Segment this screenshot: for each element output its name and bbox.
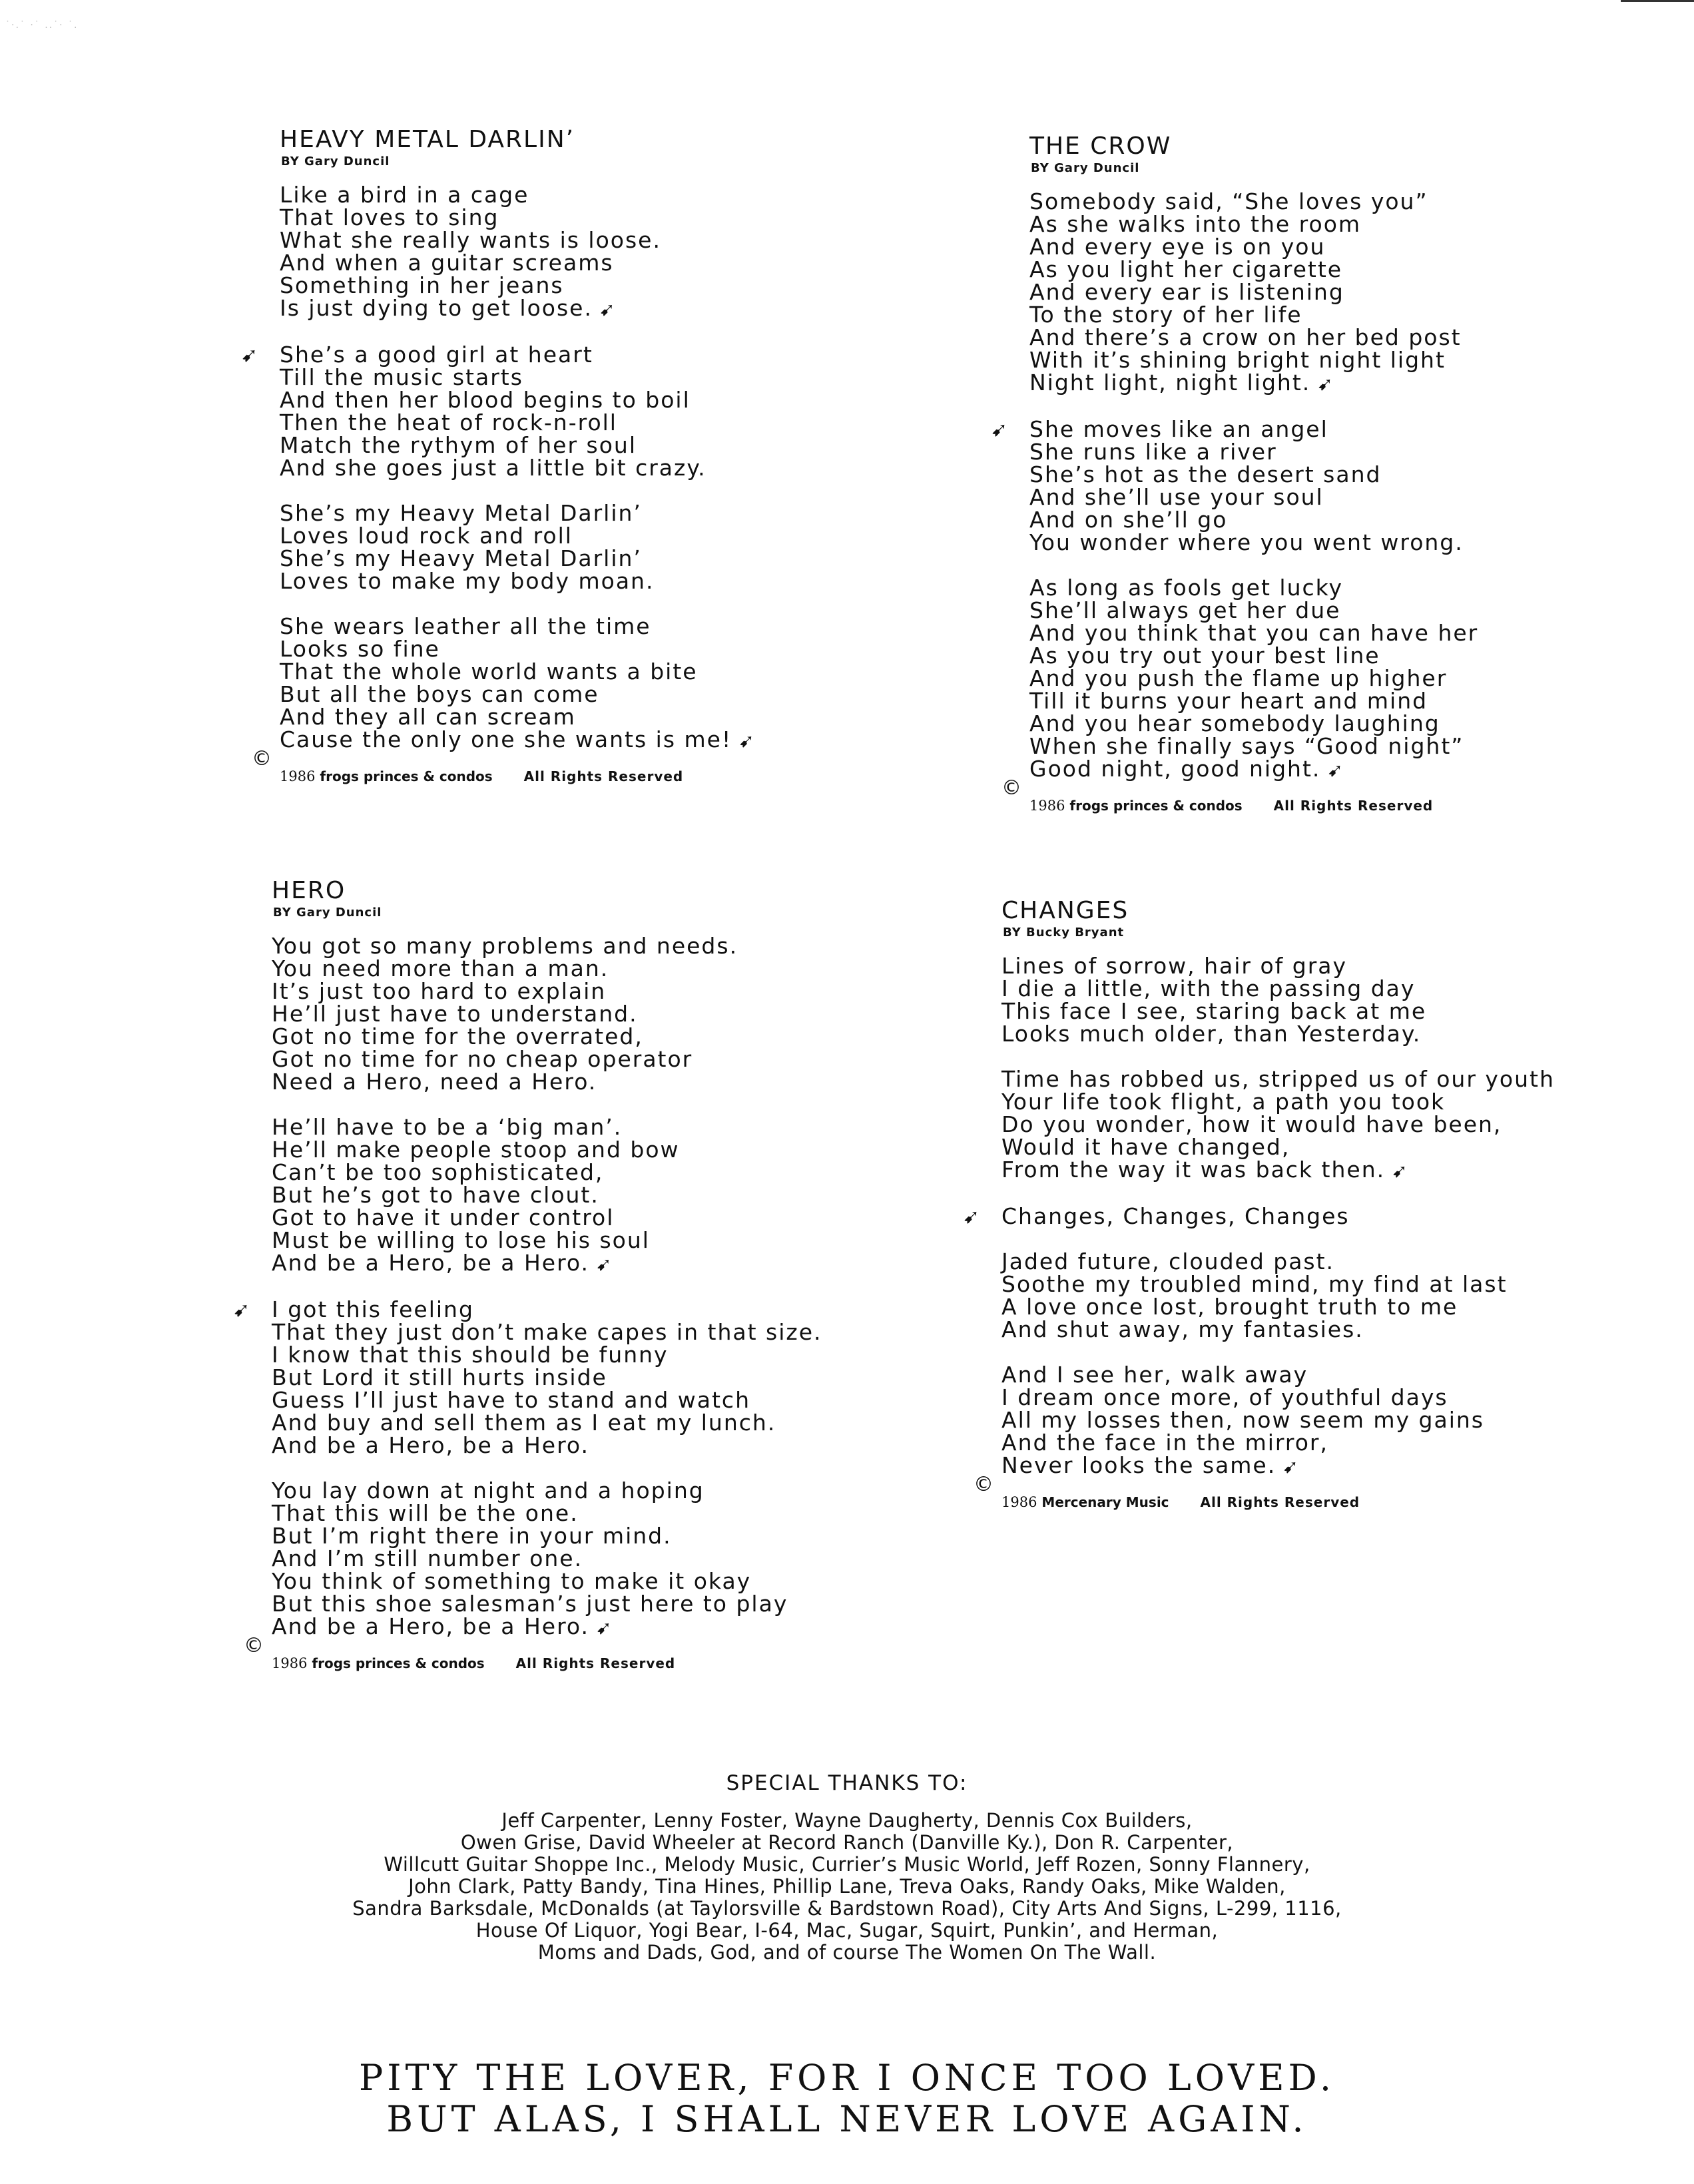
lyric-line: And she goes just a little bit crazy. xyxy=(280,455,706,481)
lyric-line: From the way it was back then. ➹ xyxy=(1001,1157,1409,1183)
stanza xyxy=(1029,577,1478,782)
lyric-line: I dream once more, of youthful days xyxy=(1001,1384,1448,1410)
copyright-rights: All Rights Reserved xyxy=(515,1655,676,1671)
thanks-line: Moms and Dads, God, and of course The Women On The Wall. xyxy=(537,1941,1157,1964)
thanks-line: John Clark, Patty Bandy, Tina Hines, Phillip Lane, Treva Oaks, Randy Oaks, Mike Walden, xyxy=(408,1875,1286,1898)
stanza xyxy=(233,1296,822,1458)
lyric-line: She wears leather all the time xyxy=(280,613,651,639)
lyric-line: Can’t be too sophisticated, xyxy=(272,1159,604,1185)
lyric-line: Like a bird in a cage xyxy=(280,182,529,208)
chorus-end-mark-icon: ➹ xyxy=(596,1253,613,1275)
lyric-line: And be a Hero, be a Hero. ➹ xyxy=(272,1613,613,1639)
lyric-line: Got to have it under control xyxy=(272,1205,615,1230)
stanza xyxy=(241,342,756,481)
copyright-publisher: Mercenary Music xyxy=(1041,1494,1169,1510)
lyric-line: Jaded future, clouded past. xyxy=(1001,1248,1335,1274)
lyric-line: And every eye is on you xyxy=(1029,234,1326,260)
lyric-line: Would it have changed, xyxy=(1001,1134,1290,1160)
copyright-year: 1986 xyxy=(272,1655,308,1671)
chorus-start-mark-icon: ➹ xyxy=(233,1298,250,1322)
lyric-line: And be a Hero, be a Hero. ➹ xyxy=(272,1250,613,1276)
chorus-start-mark-icon: ➹ xyxy=(963,1205,980,1228)
stanza xyxy=(272,1480,822,1639)
lyric-line: Night light, night light. ➹ xyxy=(1029,370,1334,396)
song-title: THE CROW xyxy=(1029,133,1172,160)
copyright-symbol: © xyxy=(244,1634,264,1657)
lyric-line: With it’s shining bright night light xyxy=(1029,347,1446,373)
lyric-line: Need a Hero, need a Hero. xyxy=(272,1069,597,1095)
lyric-line: She runs like a river xyxy=(1029,439,1277,465)
lyric-line: Never looks the same. ➹ xyxy=(1001,1452,1300,1478)
lyric-line: You need more than a man. xyxy=(272,956,609,981)
lyric-line: I die a little, with the passing day xyxy=(1001,975,1416,1001)
song-the-crow xyxy=(991,133,1479,814)
lyric-line: And I’m still number one. xyxy=(272,1545,583,1571)
lyric-line: Soothe my troubled mind, my find at last xyxy=(1001,1271,1508,1297)
lyric-line: It’s just too hard to explain xyxy=(272,978,607,1004)
lyric-line: Loves loud rock and roll xyxy=(280,523,573,549)
lyric-line: She’s hot as the desert sand xyxy=(1029,461,1382,487)
lyric-line: But Lord it still hurts inside xyxy=(272,1364,607,1390)
lyric-line: Your life took flight, a path you took xyxy=(1001,1089,1446,1115)
lyric-line: That they just don’t make capes in that size. xyxy=(272,1319,822,1345)
lyric-line: As long as fools get lucky xyxy=(1029,575,1344,601)
lyric-line: All my losses then, now seem my gains xyxy=(1001,1407,1484,1433)
lyric-line: You lay down at night and a hoping xyxy=(272,1478,705,1503)
copyright-notice xyxy=(974,1473,1555,1510)
lyric-line: What she really wants is loose. xyxy=(280,227,661,253)
lyric-line: Good night, good night. ➹ xyxy=(1029,756,1344,782)
lyric-line: A love once lost, brought truth to me xyxy=(1001,1294,1458,1320)
chorus-end-mark-icon: ➹ xyxy=(1327,759,1344,781)
lyric-line: Do you wonder, how it would have been, xyxy=(1001,1111,1502,1137)
chorus-start-mark-icon: ➹ xyxy=(991,418,1008,441)
song-byline: BY Gary Duncil xyxy=(281,154,390,168)
stanza xyxy=(1001,1364,1555,1478)
lyric-line: That the whole world wants a bite xyxy=(280,659,698,684)
lyric-line: Is just dying to get loose. ➹ xyxy=(280,295,617,321)
stanza xyxy=(1001,1250,1555,1341)
lyric-line: As you try out your best line xyxy=(1029,643,1380,669)
lyric-line: When she finally says “Good night” xyxy=(1029,733,1464,759)
copyright-rights: All Rights Reserved xyxy=(523,768,684,784)
lyric-line: But I’m right there in your mind. xyxy=(272,1523,672,1549)
motto-line-1: PITY THE LOVER, FOR I ONCE TOO LOVED. xyxy=(358,2057,1336,2099)
lyric-line: Got no time for no cheap operator xyxy=(272,1046,693,1072)
lyric-line: Cause the only one she wants is me! ➹ xyxy=(280,726,756,752)
copyright-publisher: frogs princes & condos xyxy=(312,1655,485,1671)
lyric-line: But he’s got to have clout. xyxy=(272,1182,599,1208)
lyric-line: And she’ll use your soul xyxy=(1029,484,1324,510)
chorus-end-mark-icon: ➹ xyxy=(738,730,756,752)
lyric-line: She moves like an angel xyxy=(1029,416,1328,442)
copyright-year: 1986 xyxy=(1001,1494,1037,1510)
song-byline: BY Gary Duncil xyxy=(1031,161,1140,175)
lyric-line: That this will be the one. xyxy=(272,1500,579,1526)
lyric-line: Looks much older, than Yesterday. xyxy=(1001,1021,1422,1047)
stanza xyxy=(1001,1068,1555,1183)
top-edge-rule xyxy=(1621,0,1694,2)
lyric-line: Time has robbed us, stripped us of our youth xyxy=(1001,1066,1555,1092)
thanks-line: Willcutt Guitar Shoppe Inc., Melody Music, Currier’s Music World, Jeff Rozen, Sonny Flannery, xyxy=(384,1853,1310,1876)
stanza xyxy=(280,502,756,593)
lyric-line: Looks so fine xyxy=(280,636,440,662)
lyric-line: He’ll make people stoop and bow xyxy=(272,1137,680,1163)
lyric-line: I know that this should be funny xyxy=(272,1342,669,1368)
lyric-line: And be a Hero, be a Hero. xyxy=(272,1432,590,1458)
song-heavy-metal-darlin xyxy=(241,126,756,784)
lyric-line: You think of something to make it okay xyxy=(272,1568,752,1594)
lyric-line: But all the boys can come xyxy=(280,681,599,707)
stanza xyxy=(991,416,1478,555)
lyric-line: Somebody said, “She loves you” xyxy=(1029,188,1428,214)
chorus-end-mark-icon: ➹ xyxy=(1392,1160,1409,1182)
stanza xyxy=(272,1116,822,1276)
lyric-line: I got this feeling xyxy=(272,1296,474,1322)
motto-line-2: BUT ALAS, I SHALL NEVER LOVE AGAIN. xyxy=(386,2098,1308,2140)
copyright-symbol: © xyxy=(974,1473,993,1496)
lyric-line: He’ll just have to understand. xyxy=(272,1001,638,1027)
lyric-line: But this shoe salesman’s just here to play xyxy=(272,1591,788,1617)
lyric-line: And you push the flame up higher xyxy=(1029,665,1448,691)
copyright-symbol: © xyxy=(252,747,272,770)
song-title: HERO xyxy=(272,877,346,904)
copyright-year: 1986 xyxy=(280,768,316,784)
lyric-line: To the story of her life xyxy=(1029,302,1302,328)
lyric-line: Got no time for the overrated, xyxy=(272,1023,643,1049)
lyric-line: You wonder where you went wrong. xyxy=(1029,529,1464,555)
lyric-line: Match the rythym of her soul xyxy=(280,432,637,458)
lyric-line: And I see her, walk away xyxy=(1001,1362,1308,1388)
song-title: CHANGES xyxy=(1001,897,1129,924)
chorus-end-mark-icon: ➹ xyxy=(1317,373,1334,395)
lyric-line: That loves to sing xyxy=(280,204,499,230)
song-byline: BY Gary Duncil xyxy=(273,906,382,920)
lyric-line: Changes, Changes, Changes xyxy=(1001,1203,1350,1229)
chorus-start-mark-icon: ➹ xyxy=(241,344,258,367)
lyric-line: And you think that you can have her xyxy=(1029,620,1479,646)
song-byline: BY Bucky Bryant xyxy=(1003,926,1125,940)
copyright-publisher: frogs princes & condos xyxy=(320,768,493,784)
lyric-line: And then her blood begins to boil xyxy=(280,387,691,413)
thanks-line: Jeff Carpenter, Lenny Foster, Wayne Daugherty, Dennis Cox Builders, xyxy=(501,1809,1193,1832)
stanza xyxy=(280,615,756,752)
lyric-line: And there’s a crow on her bed post xyxy=(1029,324,1462,350)
stanza xyxy=(1029,190,1478,396)
lyric-line: This face I see, staring back at me xyxy=(1001,998,1427,1024)
lyric-line: Loves to make my body moan. xyxy=(280,568,655,594)
chorus-end-mark-icon: ➹ xyxy=(1282,1456,1300,1478)
lyric-line: She’s a good girl at heart xyxy=(280,342,593,368)
lyric-line: She’ll always get her due xyxy=(1029,597,1341,623)
stanza xyxy=(1001,955,1555,1045)
lyric-line: Lines of sorrow, hair of gray xyxy=(1001,953,1348,979)
lyric-line: She’s my Heavy Metal Darlin’ xyxy=(280,500,642,526)
scan-speckle: ˙·.˙ ·˙ ..˙· ˙. xyxy=(5,20,79,31)
chorus-end-mark-icon: ➹ xyxy=(596,1617,613,1639)
lyric-line: Till it burns your heart and mind xyxy=(1029,688,1428,714)
lyric-line: Till the music starts xyxy=(280,364,523,390)
copyright-rights: All Rights Reserved xyxy=(1200,1494,1360,1510)
lyric-line: And on she’ll go xyxy=(1029,507,1228,533)
lyric-line: And shut away, my fantasies. xyxy=(1001,1316,1364,1342)
song-title: HEAVY METAL DARLIN’ xyxy=(280,126,575,153)
special-thanks xyxy=(0,1771,1694,1964)
thanks-line: House Of Liquor, Yogi Bear, I-64, Mac, Sugar, Squirt, Punkin’, and Herman, xyxy=(475,1919,1219,1942)
thanks-line: Sandra Barksdale, McDonalds (at Taylorsville & Bardstown Road), City Arts And Signs, L-299, 1116, xyxy=(352,1897,1342,1920)
lyric-line: Guess I’ll just have to stand and watch xyxy=(272,1387,750,1413)
lyric-line: As you light her cigarette xyxy=(1029,256,1343,282)
song-hero xyxy=(233,877,822,1671)
copyright-year: 1986 xyxy=(1029,798,1065,814)
closing-motto xyxy=(0,2057,1694,2140)
lyric-line: And when a guitar screams xyxy=(280,250,614,276)
thanks-line: Owen Grise, David Wheeler at Record Ranch (Danville Ky.), Don R. Carpenter, xyxy=(460,1831,1234,1854)
lyric-line: She’s my Heavy Metal Darlin’ xyxy=(280,545,642,571)
copyright-publisher: frogs princes & condos xyxy=(1069,798,1243,814)
copyright-symbol: © xyxy=(1001,776,1021,800)
lyric-line: And buy and sell them as I eat my lunch. xyxy=(272,1410,776,1436)
song-changes xyxy=(963,897,1555,1510)
stanza xyxy=(280,184,756,321)
lyric-line: You got so many problems and needs. xyxy=(272,933,738,959)
lyric-line: Something in her jeans xyxy=(280,272,564,298)
copyright-notice xyxy=(1001,776,1478,814)
lyric-line: And they all can scream xyxy=(280,704,576,730)
copyright-notice xyxy=(244,1634,822,1671)
stanza xyxy=(963,1203,1555,1229)
lyric-line: Must be willing to lose his soul xyxy=(272,1227,650,1253)
chorus-end-mark-icon: ➹ xyxy=(599,298,617,320)
lyric-line: And you hear somebody laughing xyxy=(1029,710,1440,736)
copyright-rights: All Rights Reserved xyxy=(1273,798,1434,814)
stanza xyxy=(272,935,822,1093)
lyric-line: And every ear is listening xyxy=(1029,279,1344,305)
lyric-line: And the face in the mirror, xyxy=(1001,1430,1328,1456)
lyric-line: He’ll have to be a ‘big man’. xyxy=(272,1114,623,1140)
lyric-line: As she walks into the room xyxy=(1029,211,1362,237)
thanks-title: SPECIAL THANKS TO: xyxy=(726,1771,968,1795)
copyright-notice xyxy=(252,747,756,784)
lyric-line: Then the heat of rock-n-roll xyxy=(280,410,617,435)
